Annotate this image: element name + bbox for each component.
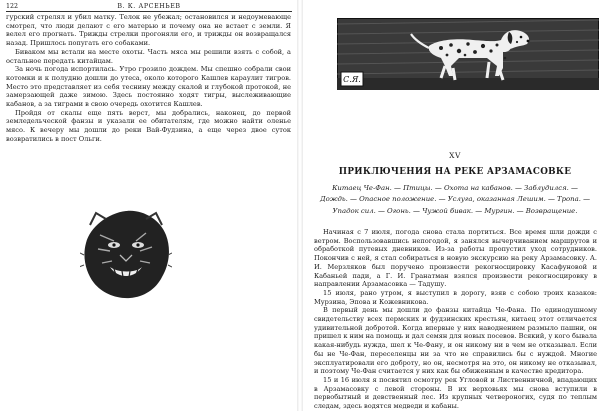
paragraph: гурский стрелял и убил матку. Телок не убежал; остановился и недоумевающе смотрел, что люди делают с его матерью и почему она не встает с земли. Я велел его прогнать. Трижды стрелки прогоняли его, и трижды он возвращался назад. Пришлось попугать его собаками.: [6, 13, 291, 48]
chapter-title: ПРИКЛЮЧЕНИЯ НА РЕКЕ АРЗАМАСОВКЕ: [338, 167, 572, 177]
tiger-illustration: [80, 205, 172, 300]
illustration-signature: С.Я.: [343, 75, 361, 84]
book-gutter: [297, 0, 303, 411]
paragraph: Бивaком мы встали на месте охоты. Часть мяса мы решили взять с собой, а остальное передать китайцам.: [6, 47, 291, 65]
tiger-head-icon: [80, 205, 172, 300]
dalmatian-dog-icon: [337, 18, 599, 90]
paragraph: В первый день мы дошли до фанзы китайца Че-Фана. По единодушному свидетельству всех пермских и фудзинских крестьян, китаец этот отличается удивительной добротой. Когда впервые у них наводнением размыло пашни, он пришел к ним на помощь и дал семян для новых посевов. Всякий, у кого бывала какая-нибудь нужда, шел к Че-Фану, и он никому ни в чем не отказывал. Если бы не Че-Фан, переселенцы ни за что не справились бы с нуждой. Многие эксплуатировали его доброту, но он, несмотря на это, он никому не отказывал, и поэтому Че-Фан считается у них как бы обиженным в качестве кредитора.: [314, 306, 597, 376]
chapter-summary: Китаец Че-Фан. — Птицы. — Охота на кабанов. — Заблудился. — Дождь. — Опасное положение. — Услуга, оказанная Лешим. — Тропа. — Упадок сил. — Огонь. — Чужой бивак. — Мургин. — Возвращение.: [319, 184, 591, 215]
running-title: В. К. АРСЕНЬЕВ: [117, 3, 181, 10]
right-page: [304, 0, 600, 411]
paragraph: Начиная с 7 июля, погода снова стала портиться. Все время шли дожди с ветром. Воспользовавшись непогодой, я занялся вычерчиванием маршрутов и обработкой путевых дневников. Из-за работы пропустил уход сотрудников. Покончив с ней, я стал собираться в новую экскурсию на реку Арзамасовку. А. И. Мерзляков был поручено произвести рекогносцировку Касафуновой и Кабаньей пади, а Г. И. Гранатман взялся произвести рекогносцировку в направлении Арзамасовка — Тадушу.: [314, 228, 597, 289]
chapter-number: XV: [449, 151, 461, 160]
paragraph: 15 и 16 июля я посвятил осмотру рек Угловой и Лиственничной, впадающих в Арзамасовку с левой стороны. В их верховьях мы снова вступили в первобытный и девственный лес. Из крупных четвероногих, судя по теплым следам, здесь водятся медведи и кабаны.: [314, 375, 597, 411]
left-page: [0, 0, 296, 411]
left-page-text: [6, 13, 291, 144]
dog-illustration: [337, 18, 599, 90]
running-header: [6, 2, 292, 12]
paragraph: 15 июля, рано утром, я выступил в дорогу, взяв с собою троих казаков: Мурзина, Эпова и Кожевникова.: [314, 288, 597, 306]
paragraph: За ночь погода испортилась. Утро грозило дождем. Мы спешно собрали свои котомки и к полудню дошли до утеса, около которого Кашлев караулит тигров. Место это представляет из себя теснину между скалой и глубокой протокой, не замерзающей даже зимою. Здесь постоянно ходят тигры, выслеживающие кабанов, а за тиграми в свою очередь охотится Кашлев.: [6, 65, 291, 109]
paragraph: Пройдя от скалы еще пять верст, мы добрались, наконец, до первой земледельческой фанзы и указали ее обитателям, где можно найти оленье мясо. К вечеру мы дошли до реки Вай-Фудзина, а еще через двое суток возвратились в пост Ольги.: [6, 108, 291, 143]
right-page-text: [314, 228, 597, 411]
page-number: 122: [6, 3, 19, 10]
